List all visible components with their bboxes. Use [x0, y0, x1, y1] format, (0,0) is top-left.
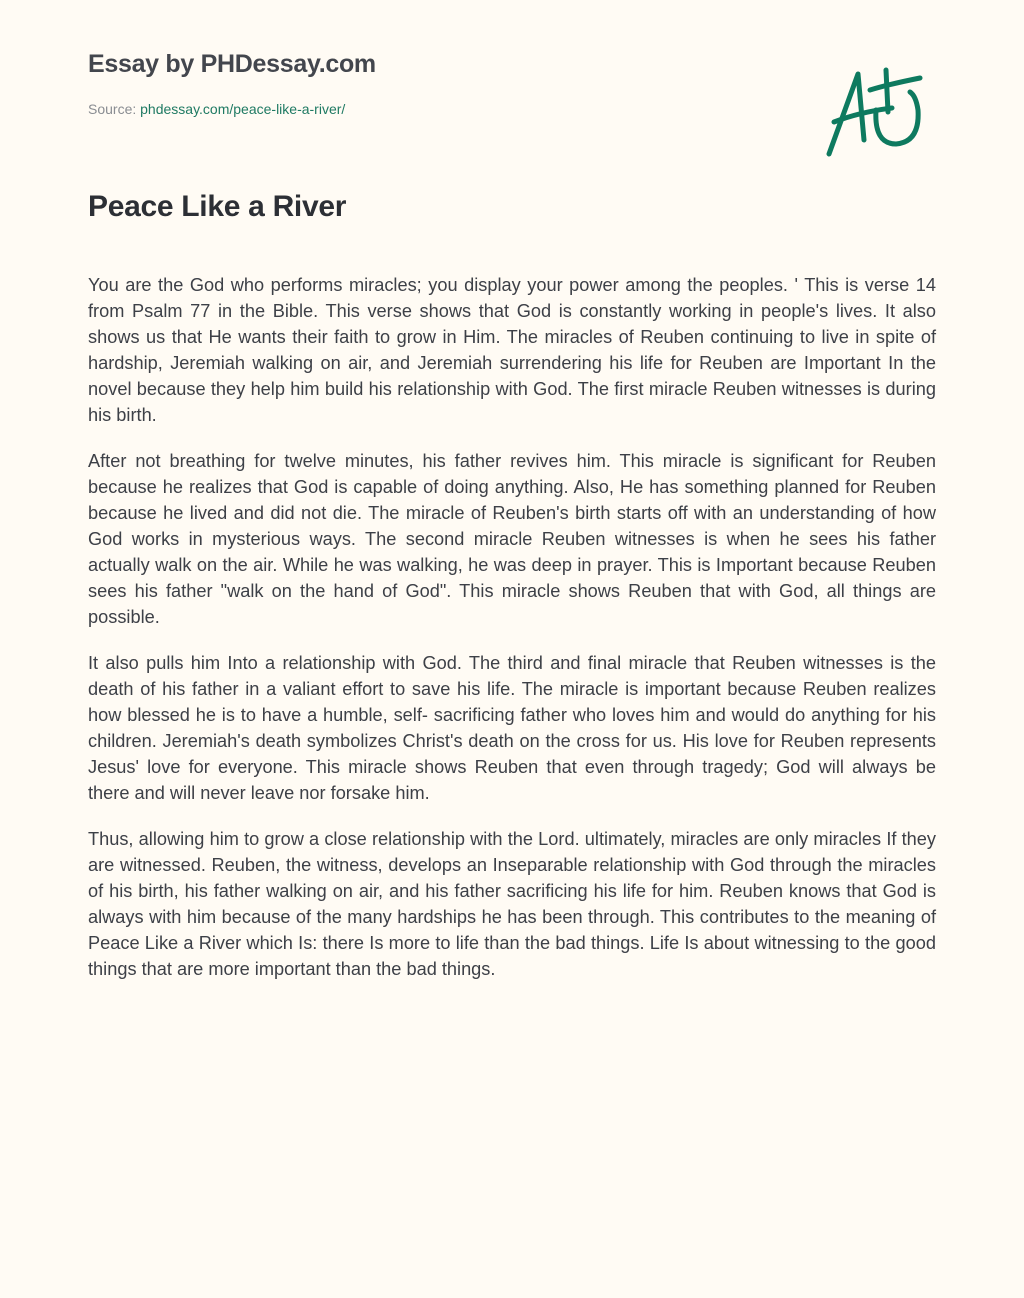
paragraph: Thus, allowing him to grow a close relationship with the Lord. ultimately, miracles are only miracles If they are witnessed. Reuben, the witness, develops an Inseparable relationship with God through the miracles of his birth, his father walking on air, and his father sacrificing his life for him. Reuben knows that God is always with him because of the many hardships he has been through. This contributes to the meaning of Peace Like a River which Is: there Is more to life than the bad things. Life Is about witnessing to the good things that are more important than the bad things. [88, 829, 936, 979]
paragraph: After not breathing for twelve minutes, his father revives him. This miracle is significant for Reuben because he realizes that God is capable of doing anything. Also, He has something planned for Reuben because he lived and did not die. The miracle of Reuben's birth starts off with an understanding of how God works in mysterious ways. The second miracle Reuben witnesses is when he sees his father actually walk on the air. While he was walking, he was deep in prayer. This is Important because Reuben sees his father "walk on the hand of God". This miracle shows Reuben that with God, all things are possible. [88, 451, 936, 627]
source-link[interactable]: phdessay.com/peace-like-a-river/ [140, 101, 346, 117]
paragraph: You are the God who performs miracles; you display your power among the peoples. ' This is verse 14 from Psalm 77 in the Bible. This verse shows that God is constantly working in people's lives. It also shows us that He wants their faith to grow in Him. The miracles of Reuben continuing to live in spite of hardship, Jeremiah walking on air, and Jeremiah surrendering his life for Reuben are Important In the novel because they help him build his relationship with God. The first miracle Reuben witnesses is during his birth. [88, 275, 936, 425]
source-line [88, 101, 345, 117]
essay-body [88, 272, 936, 1002]
essay-title: Peace Like a River [88, 190, 347, 223]
source-label: Source: [88, 101, 137, 117]
paragraph: It also pulls him Into a relationship with God. The third and final miracle that Reuben witnesses is the death of his father in a valiant effort to save his life. The miracle is important because Reuben realizes how blessed he is to have a humble, self- sacrificing father who loves him and would do anything for his children. Jeremiah's death symbolizes Christ's death on the cross for us. His love for Reuben represents Jesus' love for everyone. This miracle shows Reuben that even through tragedy; God will always be there and will never leave nor forsake him. [88, 653, 936, 803]
a-plus-logo-icon [820, 62, 930, 162]
site-brand: Essay by PHDessay.com [88, 50, 376, 78]
